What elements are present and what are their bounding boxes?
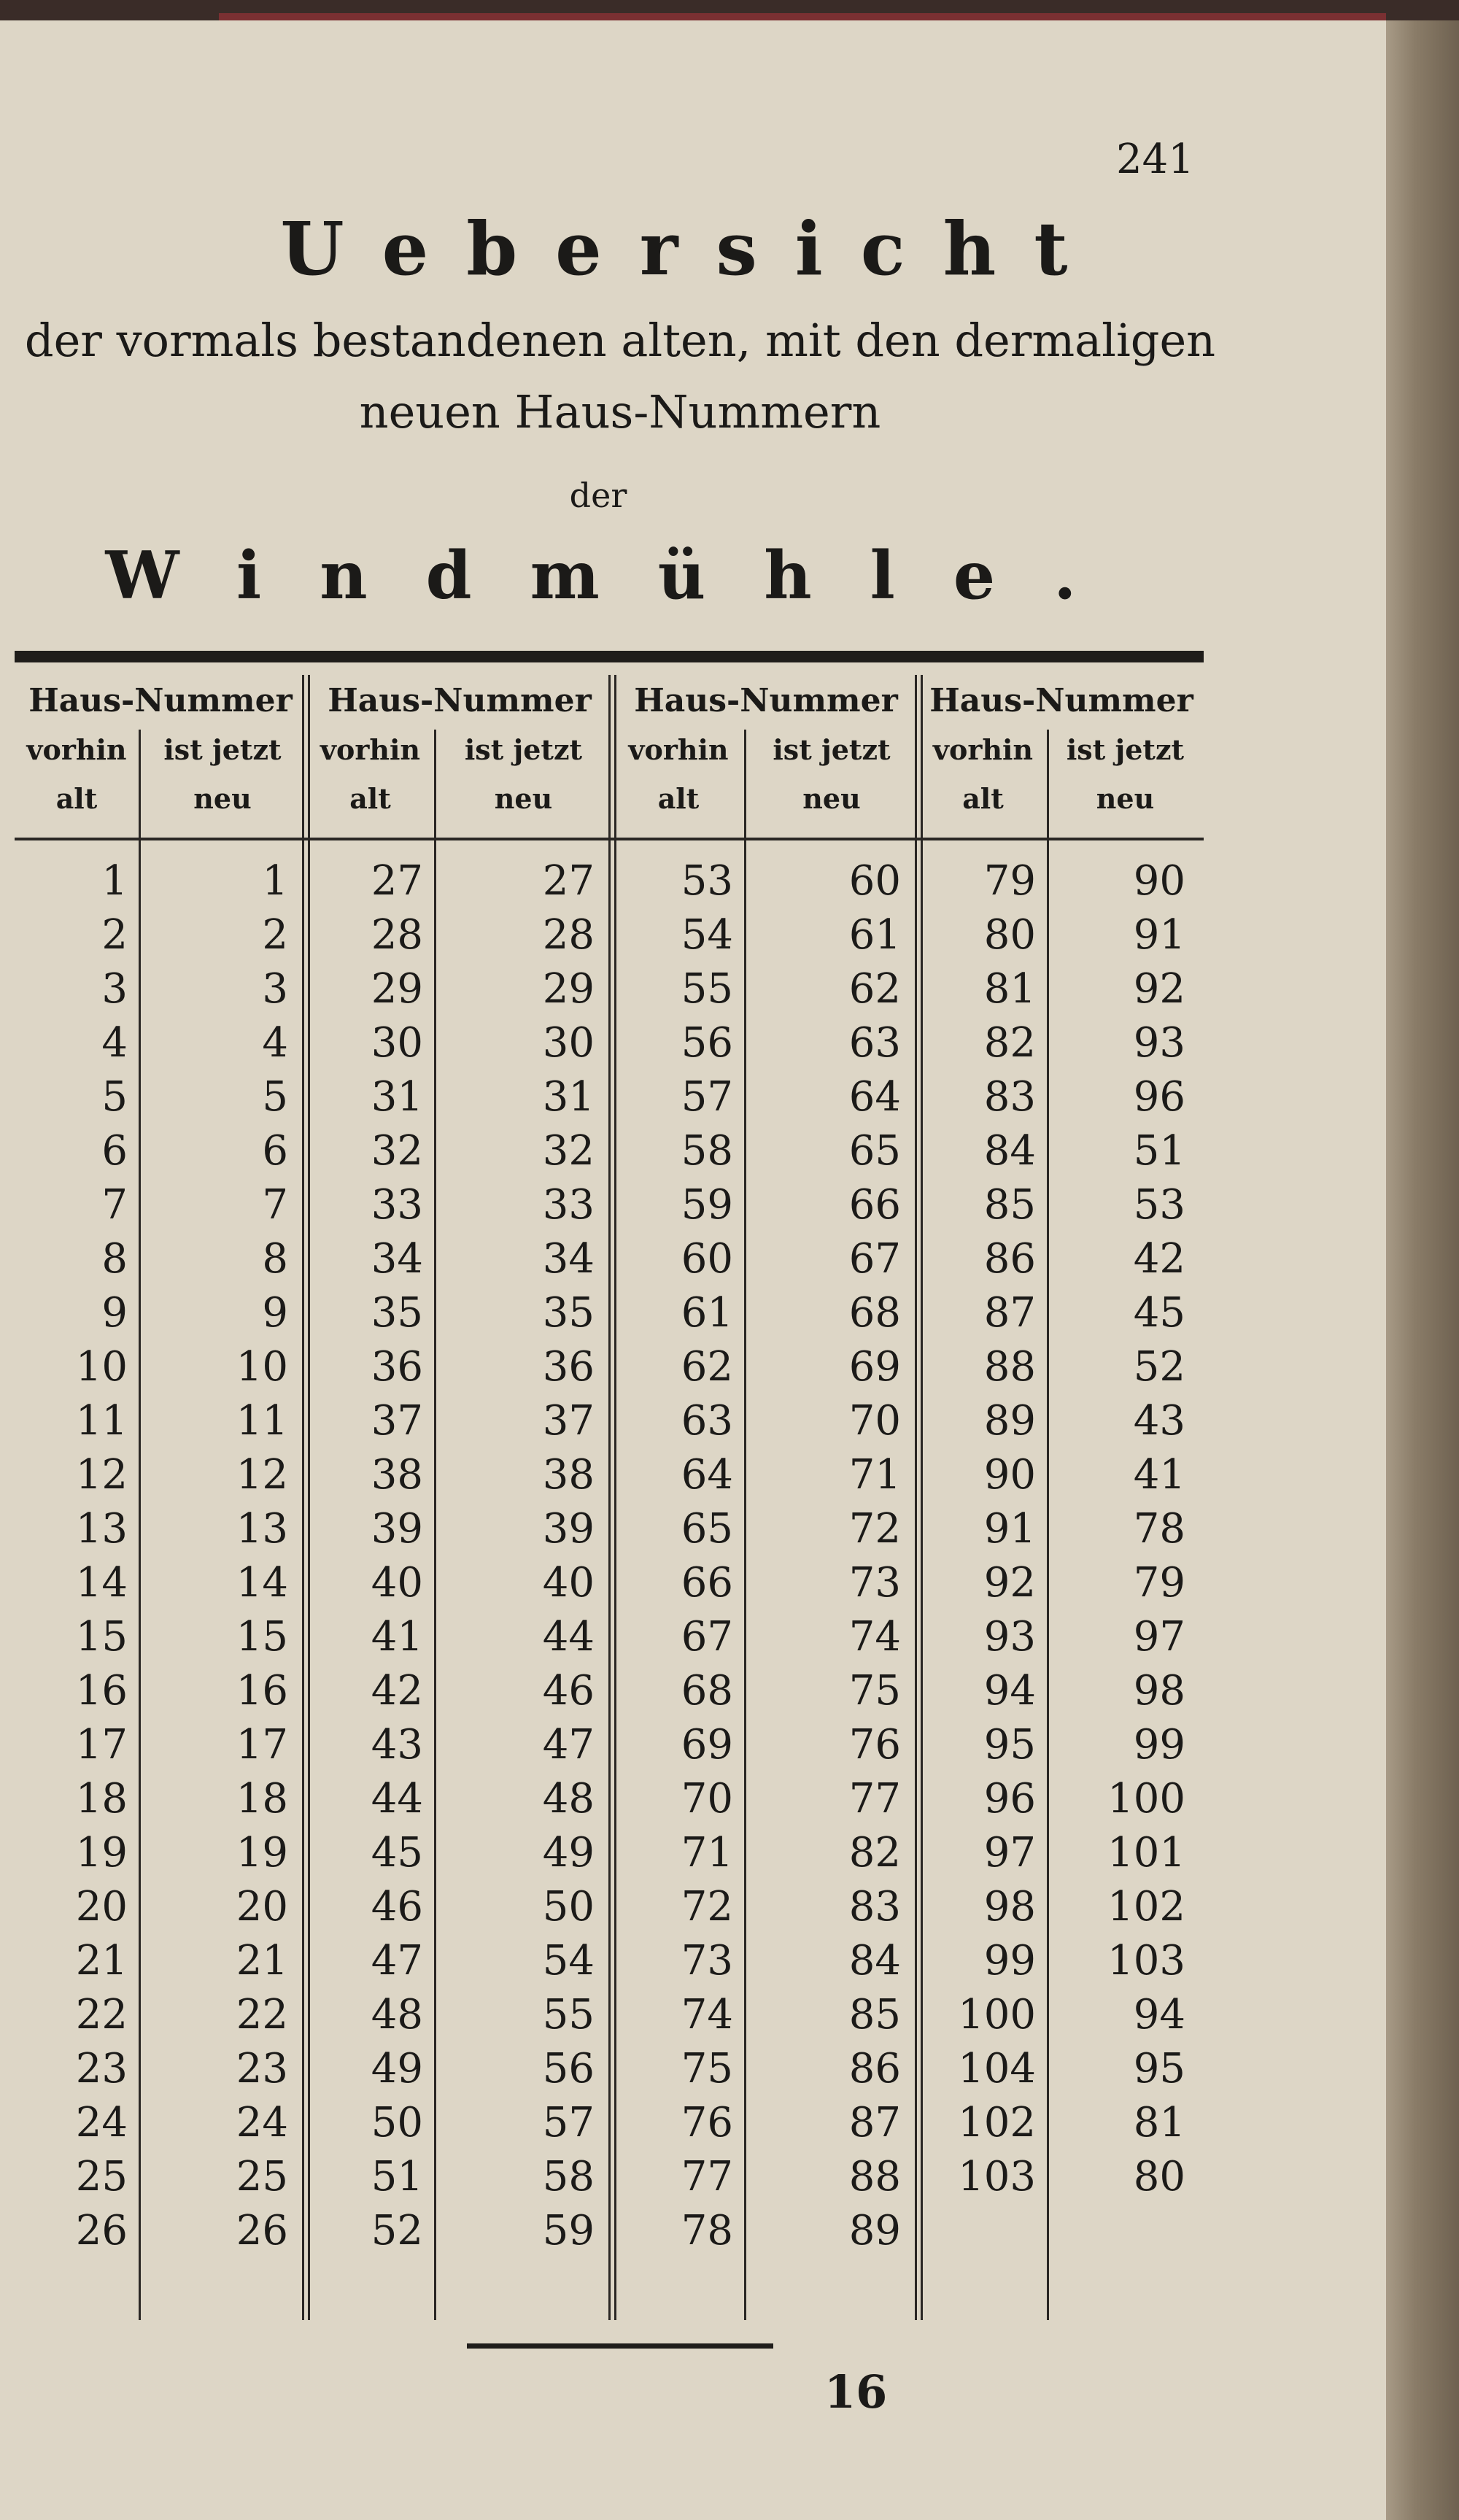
old-number-cell: 5 [101,1073,128,1121]
new-number-cell: 6 [262,1127,288,1175]
old-column-header: vorhin [628,733,729,766]
new-number-cell: 14 [236,1559,288,1607]
old-number-cell: 34 [371,1235,423,1283]
old-number-cell: 66 [681,1559,733,1607]
new-number-cell: 75 [848,1667,901,1715]
new-number-cell: 33 [542,1181,595,1229]
new-number-cell: 53 [1133,1181,1185,1229]
old-number-cell: 98 [983,1883,1036,1930]
old-column-header: alt [55,782,98,815]
new-number-cell: 101 [1107,1829,1185,1877]
old-number-cell: 30 [371,1019,423,1067]
new-number-cell: 86 [848,2045,901,2092]
old-number-cell: 41 [371,1613,423,1661]
new-number-cell: 88 [848,2153,901,2200]
new-number-cell: 92 [1133,965,1185,1013]
old-column-header: alt [962,782,1004,815]
old-number-cell: 47 [371,1937,423,1984]
new-number-cell: 64 [848,1073,901,1121]
page-title: Uebersicht [280,206,1106,292]
old-number-cell: 19 [75,1829,128,1877]
old-number-cell: 39 [371,1505,423,1553]
new-number-cell: 29 [542,965,595,1013]
new-number-cell: 78 [1133,1505,1185,1553]
new-number-cell: 76 [848,1721,901,1769]
new-number-cell: 98 [1133,1667,1185,1715]
old-number-cell: 57 [681,1073,733,1121]
new-number-cell: 84 [848,1937,901,1984]
old-number-cell: 102 [958,2099,1036,2146]
group-header-label: Haus-Nummer [929,682,1193,719]
new-number-cell: 72 [848,1505,901,1553]
new-column-header: ist jetzt [773,733,891,766]
new-number-cell: 30 [542,1019,595,1067]
new-number-cell: 102 [1107,1883,1185,1930]
subtitle-der: der [569,476,627,515]
old-number-cell: 80 [983,911,1036,959]
new-number-cell: 79 [1133,1559,1185,1607]
new-number-cell: 21 [236,1937,288,1984]
new-number-cell: 32 [542,1127,595,1175]
group-header [919,682,1204,719]
new-number-cell: 43 [1133,1397,1185,1445]
new-number-cell: 69 [848,1343,901,1391]
subtitle-line-1: der vormals bestandenen alten, mit den dermaligen [24,314,1216,367]
old-number-cell: 2 [101,911,128,959]
new-number-cell: 67 [848,1235,901,1283]
new-number-cell: 13 [236,1505,288,1553]
old-number-cell: 36 [371,1343,423,1391]
old-column-header: vorhin [932,733,1034,766]
old-number-cell: 93 [983,1613,1036,1661]
old-number-cell: 48 [371,1991,423,2038]
old-number-cell: 18 [75,1775,128,1823]
old-number-cell: 6 [101,1127,128,1175]
new-number-cell: 66 [848,1181,901,1229]
new-number-cell: 5 [262,1073,288,1121]
old-number-cell: 51 [371,2153,423,2200]
table-top-rule [15,651,1204,662]
page-number: 241 [1116,136,1194,183]
old-number-cell: 78 [681,2207,733,2254]
old-number-cell: 68 [681,1667,733,1715]
old-number-cell: 84 [983,1127,1036,1175]
old-number-cell: 21 [75,1937,128,1984]
old-number-cell: 104 [958,2045,1036,2092]
new-number-cell: 35 [542,1289,595,1337]
new-number-cell: 46 [542,1667,595,1715]
new-number-cell: 97 [1133,1613,1185,1661]
old-number-cell: 75 [681,2045,733,2092]
old-number-cell: 99 [983,1937,1036,1984]
old-number-cell: 16 [75,1667,128,1715]
column-divider [139,730,141,2320]
new-number-cell: 80 [1133,2153,1185,2200]
old-number-cell: 56 [681,1019,733,1067]
old-number-cell: 83 [983,1073,1036,1121]
new-number-cell: 91 [1133,911,1185,959]
new-number-cell: 94 [1133,1991,1185,2038]
new-number-cell: 51 [1133,1127,1185,1175]
new-column-header: neu [1096,782,1155,815]
old-number-cell: 86 [983,1235,1036,1283]
old-number-cell: 53 [681,857,733,905]
new-number-cell: 62 [848,965,901,1013]
old-number-cell: 69 [681,1721,733,1769]
old-number-cell: 54 [681,911,733,959]
old-number-cell: 38 [371,1451,423,1499]
old-number-cell: 45 [371,1829,423,1877]
old-number-cell: 43 [371,1721,423,1769]
new-number-cell: 16 [236,1667,288,1715]
new-number-cell: 60 [848,857,901,905]
old-number-cell: 67 [681,1613,733,1661]
old-number-cell: 42 [371,1667,423,1715]
old-number-cell: 92 [983,1559,1036,1607]
old-number-cell: 22 [75,1991,128,2038]
new-number-cell: 39 [542,1505,595,1553]
old-number-cell: 12 [75,1451,128,1499]
old-number-cell: 35 [371,1289,423,1337]
old-number-cell: 28 [371,911,423,959]
old-number-cell: 100 [958,1991,1036,2038]
old-number-cell: 82 [983,1019,1036,1067]
old-number-cell: 73 [681,1937,733,1984]
old-number-cell: 59 [681,1181,733,1229]
new-number-cell: 22 [236,1991,288,2038]
new-number-cell: 100 [1107,1775,1185,1823]
new-number-cell: 12 [236,1451,288,1499]
old-number-cell: 26 [75,2207,128,2254]
new-number-cell: 74 [848,1613,901,1661]
old-number-cell: 3 [101,965,128,1013]
new-number-cell: 38 [542,1451,595,1499]
old-number-cell: 74 [681,1991,733,2038]
new-number-cell: 1 [262,857,288,905]
new-number-cell: 103 [1107,1937,1185,1984]
group-header-label: Haus-Nummer [28,682,293,719]
new-number-cell: 55 [542,1991,595,2038]
new-number-cell: 18 [236,1775,288,1823]
new-number-cell: 42 [1133,1235,1185,1283]
old-column-header: alt [657,782,700,815]
new-number-cell: 96 [1133,1073,1185,1121]
new-number-cell: 65 [848,1127,901,1175]
new-number-cell: 24 [236,2099,288,2146]
new-number-cell: 49 [542,1829,595,1877]
old-number-cell: 33 [371,1181,423,1229]
new-number-cell: 36 [542,1343,595,1391]
page-edge [1386,0,1459,2520]
old-number-cell: 91 [983,1505,1036,1553]
subtitle-line-2: neuen Haus-Nummern [359,385,881,438]
old-number-cell: 55 [681,965,733,1013]
new-number-cell: 87 [848,2099,901,2146]
old-number-cell: 11 [75,1397,128,1445]
new-number-cell: 44 [542,1613,595,1661]
new-number-cell: 37 [542,1397,595,1445]
old-number-cell: 63 [681,1397,733,1445]
old-number-cell: 29 [371,965,423,1013]
column-divider [434,730,436,2320]
new-number-cell: 8 [262,1235,288,1283]
new-number-cell: 83 [848,1883,901,1930]
column-divider [744,730,746,2320]
group-header-label: Haus-Nummer [634,682,898,719]
printer-signature: 16 [824,2365,888,2419]
new-number-cell: 11 [236,1397,288,1445]
new-number-cell: 63 [848,1019,901,1067]
old-number-cell: 14 [75,1559,128,1607]
new-number-cell: 4 [262,1019,288,1067]
old-number-cell: 97 [983,1829,1036,1877]
new-number-cell: 31 [542,1073,595,1121]
old-number-cell: 40 [371,1559,423,1607]
new-column-header: ist jetzt [464,733,583,766]
new-number-cell: 34 [542,1235,595,1283]
old-number-cell: 31 [371,1073,423,1121]
old-number-cell: 44 [371,1775,423,1823]
old-number-cell: 60 [681,1235,733,1283]
new-number-cell: 71 [848,1451,901,1499]
new-number-cell: 82 [848,1829,901,1877]
new-number-cell: 3 [262,965,288,1013]
new-number-cell: 57 [542,2099,595,2146]
new-number-cell: 23 [236,2045,288,2092]
old-number-cell: 90 [983,1451,1036,1499]
old-number-cell: 62 [681,1343,733,1391]
new-number-cell: 73 [848,1559,901,1607]
old-number-cell: 72 [681,1883,733,1930]
new-number-cell: 10 [236,1343,288,1391]
old-number-cell: 4 [101,1019,128,1067]
old-number-cell: 103 [958,2153,1036,2200]
old-number-cell: 71 [681,1829,733,1877]
new-number-cell: 85 [848,1991,901,2038]
old-number-cell: 64 [681,1451,733,1499]
old-number-cell: 20 [75,1883,128,1930]
new-number-cell: 19 [236,1829,288,1877]
new-number-cell: 95 [1133,2045,1185,2092]
new-number-cell: 25 [236,2153,288,2200]
old-number-cell: 58 [681,1127,733,1175]
new-number-cell: 90 [1133,857,1185,905]
old-number-cell: 7 [101,1181,128,1229]
old-number-cell: 79 [983,857,1036,905]
new-number-cell: 58 [542,2153,595,2200]
new-number-cell: 48 [542,1775,595,1823]
old-column-header: vorhin [320,733,421,766]
old-number-cell: 85 [983,1181,1036,1229]
old-number-cell: 81 [983,965,1036,1013]
new-number-cell: 54 [542,1937,595,1984]
new-number-cell: 40 [542,1559,595,1607]
new-number-cell: 27 [542,857,595,905]
new-number-cell: 68 [848,1289,901,1337]
top-edge-binding [219,13,1386,20]
new-number-cell: 17 [236,1721,288,1769]
new-number-cell: 56 [542,2045,595,2092]
old-number-cell: 95 [983,1721,1036,1769]
old-number-cell: 17 [75,1721,128,1769]
new-number-cell: 99 [1133,1721,1185,1769]
new-number-cell: 9 [262,1289,288,1337]
column-divider [1047,730,1049,2320]
new-number-cell: 50 [542,1883,595,1930]
new-number-cell: 28 [542,911,595,959]
old-number-cell: 8 [101,1235,128,1283]
old-number-cell: 37 [371,1397,423,1445]
new-number-cell: 61 [848,911,901,959]
old-number-cell: 65 [681,1505,733,1553]
old-number-cell: 25 [75,2153,128,2200]
new-number-cell: 70 [848,1397,901,1445]
group-header-label: Haus-Nummer [328,682,592,719]
new-number-cell: 26 [236,2207,288,2254]
old-number-cell: 46 [371,1883,423,1930]
new-number-cell: 47 [542,1721,595,1769]
new-column-header: neu [494,782,553,815]
old-number-cell: 94 [983,1667,1036,1715]
new-number-cell: 81 [1133,2099,1185,2146]
new-number-cell: 59 [542,2207,595,2254]
old-number-cell: 77 [681,2153,733,2200]
new-number-cell: 89 [848,2207,901,2254]
old-number-cell: 27 [371,857,423,905]
old-number-cell: 70 [681,1775,733,1823]
old-number-cell: 9 [101,1289,128,1337]
new-number-cell: 45 [1133,1289,1185,1337]
old-number-cell: 96 [983,1775,1036,1823]
old-number-cell: 13 [75,1505,128,1553]
old-number-cell: 24 [75,2099,128,2146]
new-number-cell: 93 [1133,1019,1185,1067]
new-number-cell: 77 [848,1775,901,1823]
group-header [613,682,919,719]
old-number-cell: 23 [75,2045,128,2092]
new-column-header: neu [193,782,252,815]
new-number-cell: 15 [236,1613,288,1661]
old-number-cell: 88 [983,1343,1036,1391]
new-number-cell: 41 [1133,1451,1185,1499]
old-number-cell: 76 [681,2099,733,2146]
old-column-header: vorhin [26,733,127,766]
new-number-cell: 20 [236,1883,288,1930]
new-number-cell: 7 [262,1181,288,1229]
old-number-cell: 32 [371,1127,423,1175]
old-number-cell: 89 [983,1397,1036,1445]
old-column-header: alt [349,782,391,815]
new-column-header: ist jetzt [163,733,282,766]
place-title: Windmühle. [105,537,1135,614]
old-number-cell: 15 [75,1613,128,1661]
new-number-cell: 52 [1133,1343,1185,1391]
old-number-cell: 10 [75,1343,128,1391]
new-column-header: ist jetzt [1066,733,1185,766]
group-header [15,682,306,719]
old-number-cell: 1 [101,857,128,905]
old-number-cell: 49 [371,2045,423,2092]
old-number-cell: 52 [371,2207,423,2254]
old-number-cell: 87 [983,1289,1036,1337]
new-number-cell: 2 [262,911,288,959]
new-column-header: neu [802,782,861,815]
bottom-rule [467,2343,773,2349]
group-header [306,682,613,719]
old-number-cell: 50 [371,2099,423,2146]
old-number-cell: 61 [681,1289,733,1337]
